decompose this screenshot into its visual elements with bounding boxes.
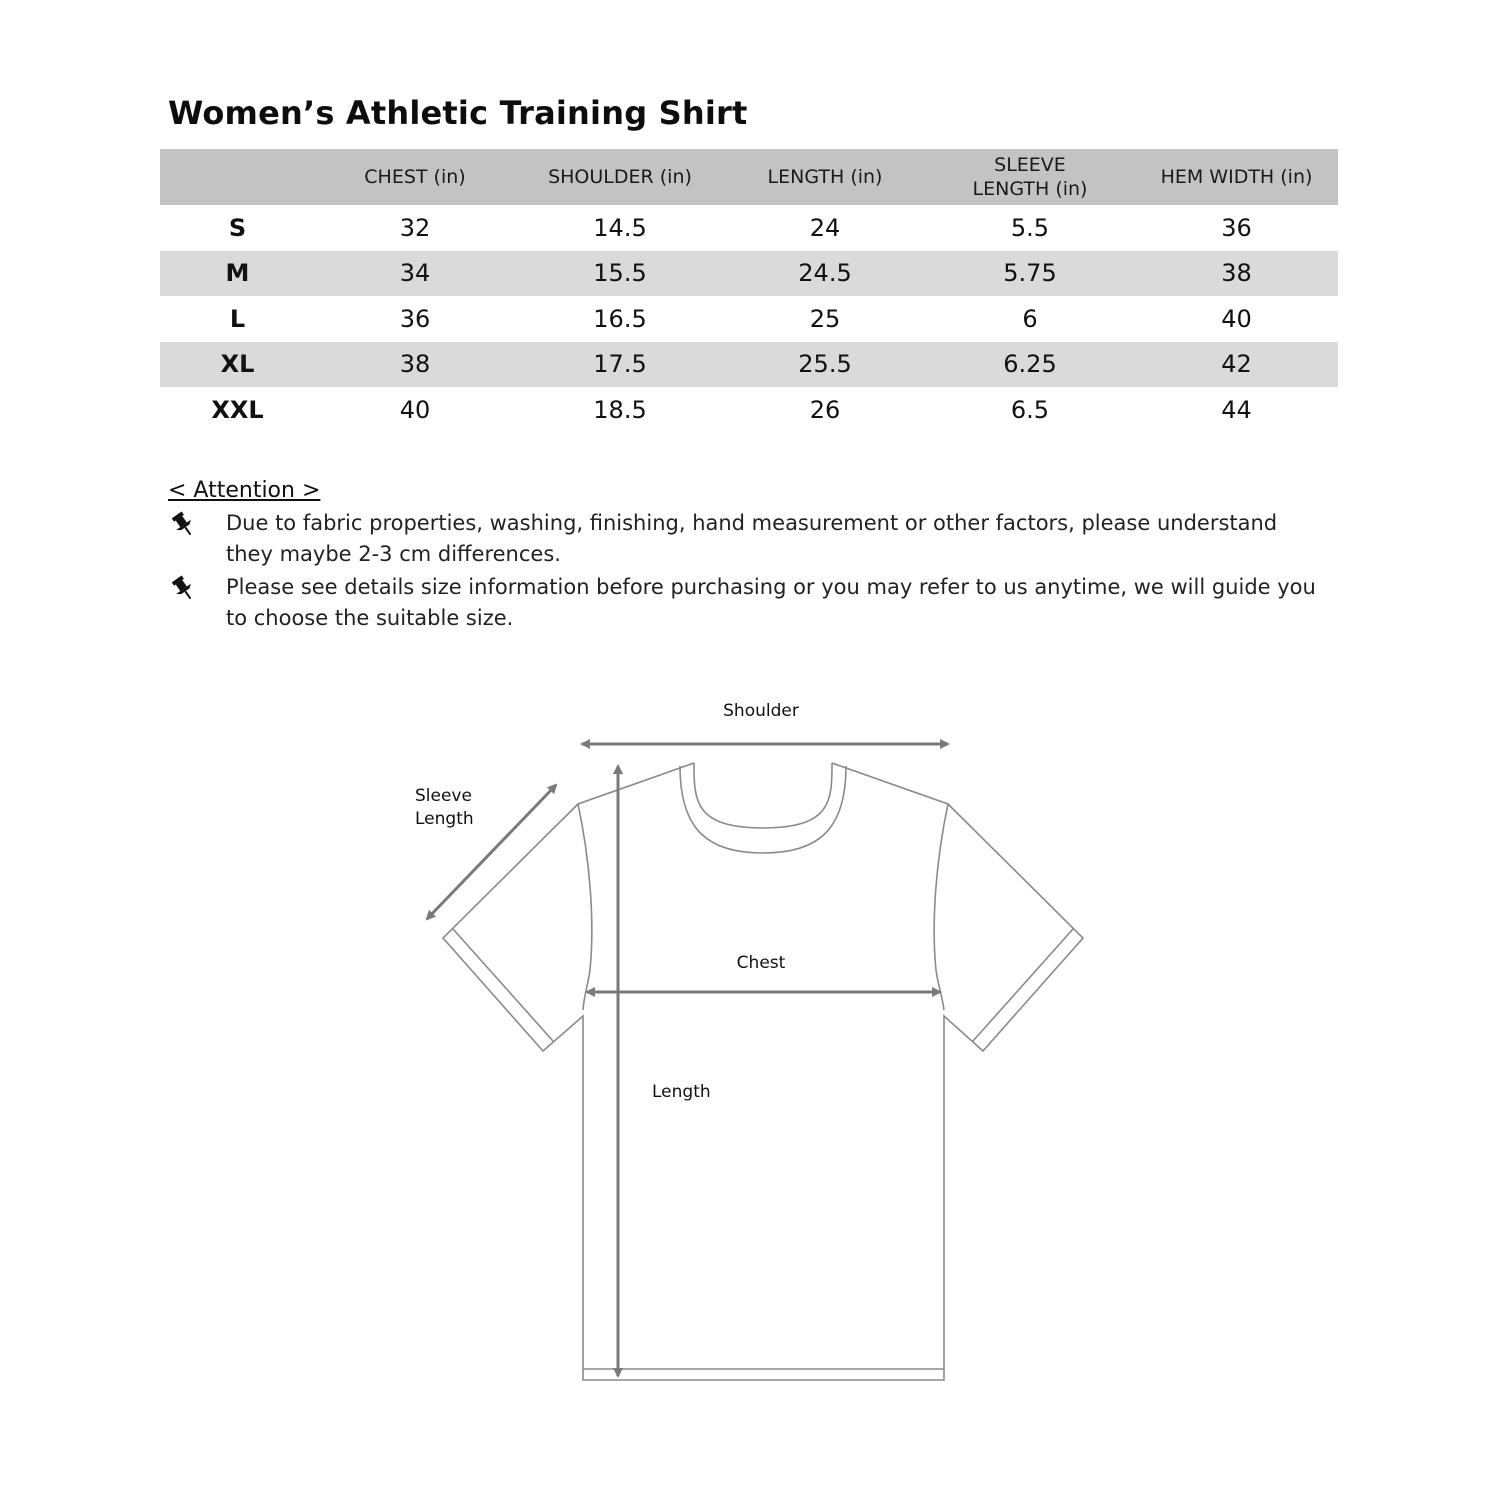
page-title: Women’s Athletic Training Shirt — [168, 94, 748, 132]
table-cell: 5.5 — [1010, 213, 1050, 242]
table-cell: 32 — [399, 213, 431, 242]
table-cell: 15.5 — [515, 251, 725, 297]
table-cell: 40 — [1221, 304, 1252, 333]
size-label: XXL — [211, 395, 264, 424]
table-cell: 14.5 — [593, 213, 647, 242]
sleeve-label-line2: Length — [415, 809, 474, 829]
attention-note-text: Due to fabric properties, washing, finishing, hand measurement or other factors, please understand they maybe 2-3 cm differences. — [226, 511, 1278, 566]
header-chest: CHEST (in) — [315, 149, 515, 205]
length-label: Length — [652, 1082, 711, 1102]
table-cell: 25.5 — [725, 342, 925, 388]
table-cell: 16.5 — [593, 304, 647, 333]
table-cell: 17.5 — [515, 342, 725, 388]
header-hem-width: HEM WIDTH (in) — [1135, 149, 1338, 205]
attention-heading: < Attention > — [168, 478, 321, 503]
table-cell: 42 — [1135, 342, 1338, 388]
tshirt-outline — [443, 763, 1083, 1380]
table-cell: 36 — [1221, 213, 1252, 242]
chest-label: Chest — [736, 953, 786, 973]
header-length: LENGTH (in) — [725, 149, 925, 205]
size-label: S — [228, 213, 247, 242]
table-cell: 38 — [315, 342, 515, 388]
header-sleeve-length: SLEEVE LENGTH (in) — [925, 149, 1135, 205]
table-cell: 38 — [1135, 251, 1338, 297]
attention-note-text: Please see details size information before purchasing or you may refer to us anytime, we will guide you to choose the suitable size. — [226, 575, 1316, 630]
table-cell: 18.5 — [593, 395, 647, 424]
shoulder-label: Shoulder — [723, 701, 799, 721]
size-label: M — [160, 251, 315, 297]
header-shoulder: SHOULDER (in) — [515, 149, 725, 205]
table-cell: 24.5 — [725, 251, 925, 297]
table-cell: 34 — [315, 251, 515, 297]
table-cell: 6.25 — [925, 342, 1135, 388]
table-cell: 25 — [809, 304, 841, 333]
table-cell: 36 — [399, 304, 431, 333]
measurement-arrows — [427, 744, 948, 1376]
table-cell: 6.5 — [1010, 395, 1050, 424]
table-cell: 40 — [399, 395, 431, 424]
size-label: L — [229, 304, 246, 333]
sleeve-label-line1: Sleeve — [415, 786, 472, 806]
table-cell: 5.75 — [925, 251, 1135, 297]
table-cell: 24 — [809, 213, 841, 242]
table-cell: 6 — [1022, 304, 1038, 333]
table-cell: 26 — [809, 395, 841, 424]
table-cell: 44 — [1221, 395, 1252, 424]
size-label: XL — [160, 342, 315, 388]
